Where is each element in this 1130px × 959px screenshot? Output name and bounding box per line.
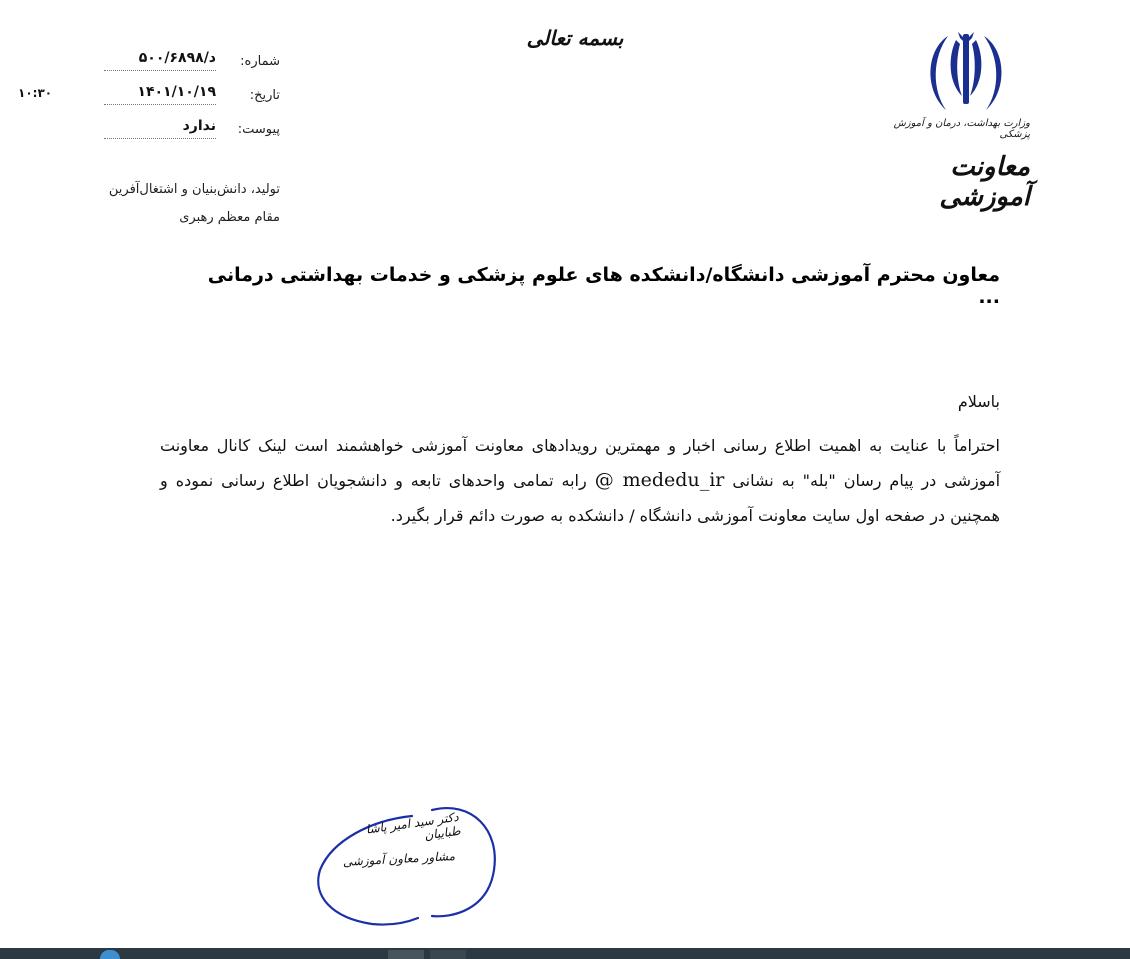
attachment-label: پیوست:: [237, 122, 280, 137]
number-field: [100, 50, 280, 74]
signer-title: مشاور معاون آموزشی: [342, 849, 456, 869]
attachment-value: ندارد: [104, 118, 216, 139]
taskbar: [0, 948, 1130, 959]
number-value: د/۵۰۰/۶۸۹۸: [104, 50, 216, 71]
invocation: بسمه تعالی: [526, 26, 624, 50]
date-value: ۱۴۰۱/۱۰/۱۹: [104, 84, 216, 105]
taskbar-item[interactable]: [388, 950, 424, 959]
attachment-field: [100, 118, 280, 142]
time-stamp: ۱۰:۳۰: [18, 86, 53, 100]
taskbar-item[interactable]: [430, 950, 466, 959]
app-icon[interactable]: [100, 950, 120, 959]
body-part-2: رابه تمامی واحدهای تابعه و دانشجویان اطلاع رسانی نموده و همچنین در صفحه اول سایت معاونت آموزشی دانشگاه / دانشکده به صورت دائم قرار بگیرد.: [160, 471, 1000, 525]
greeting: باسلام: [957, 392, 1000, 411]
date-label: تاریخ:: [249, 88, 280, 103]
addressee: معاون محترم آموزشی دانشگاه/دانشکده های علوم پزشکی و خدمات بهداشتی درمانی ...: [207, 264, 1000, 308]
number-label: شماره:: [240, 54, 280, 69]
signer-name: دکتر سید امیر پاشا طباییان: [364, 809, 462, 843]
deputy-title: معاونت آموزشی: [939, 152, 1030, 212]
channel-handle: @ mededu_ir: [594, 469, 725, 491]
letter-body: [160, 428, 1000, 533]
iran-emblem-icon: [918, 30, 1014, 116]
body-part-1: احتراماً با عنایت به اهمیت اطلاع رسانی اخبار و مهمترین رویدادهای معاونت آموزشی خواهشمند است لینک کانال معاونت آموزشی در پیام رسان "بله" به نشانی: [160, 436, 1001, 490]
ministry-name: وزارت بهداشت، درمان و آموزش پزشکی: [893, 118, 1030, 140]
date-field: [100, 84, 280, 108]
slogan-line-2: مقام معظم رهبری: [179, 210, 280, 225]
slogan-line-1: تولید، دانش‌بنیان و اشتغال‌آفرین: [108, 182, 280, 197]
